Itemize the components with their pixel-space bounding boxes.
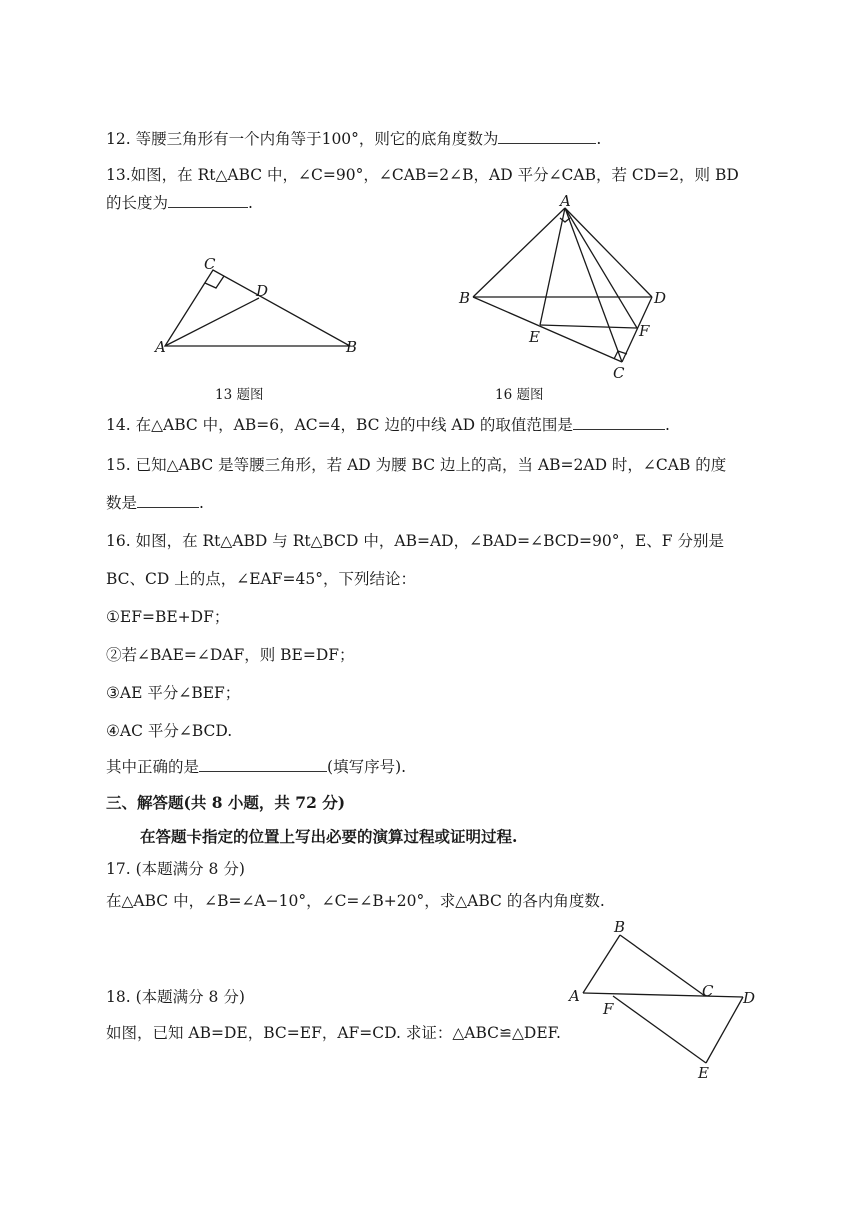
figure-18: [583, 935, 743, 1063]
question-15-line2: [106, 492, 204, 514]
fig13-segment-AD: [165, 298, 259, 346]
question-16-option-4: ④AC 平分∠BCD.: [106, 722, 233, 740]
fig18-label-B: B: [614, 918, 626, 936]
fig16-label-D: D: [654, 289, 667, 307]
fig16-segment-EF: [540, 325, 637, 328]
question-15-end: .: [199, 494, 204, 512]
section-3-title: 三、解答题(共 8 小题，共 72 分): [106, 793, 346, 812]
question-16-answer-suffix: (填写序号).: [327, 758, 407, 776]
fig18-segment-AD: [583, 993, 743, 997]
fig16-segment-AD: [565, 208, 652, 297]
fig18-label-F: F: [603, 1000, 614, 1018]
fig18-label-C: C: [702, 982, 714, 1000]
question-13-end: .: [248, 194, 253, 212]
fig18-segment-EF: [613, 996, 706, 1063]
fig18-label-D: D: [743, 989, 756, 1007]
answer-blank-15: [137, 493, 199, 508]
question-15-line2-text: 数是: [106, 494, 138, 512]
answer-blank-14: [573, 415, 665, 430]
question-18-header: 18. (本题满分 8 分): [106, 988, 245, 1006]
fig16-segment-BC: [473, 297, 622, 362]
fig13-label-D: D: [256, 282, 269, 300]
question-16-line2: BC、CD 上的点，∠EAF=45°，下列结论：: [106, 570, 416, 588]
question-16-option-3: ③AE 平分∠BEF；: [106, 684, 241, 702]
fig16-caption: 16 题图: [495, 387, 544, 403]
fig13-label-B: B: [346, 338, 358, 356]
question-16-option-2: ②若∠BAE=∠DAF，则 BE=DF；: [106, 646, 355, 664]
fig16-segment-AE: [540, 208, 565, 325]
answer-blank-16: [199, 757, 327, 772]
question-16-answer-prefix: 其中正确的是: [106, 758, 200, 776]
question-16-answer-line: [106, 756, 406, 778]
question-13-line1: 13.如图，在 Rt△ABC 中，∠C=90°，∠CAB=2∠B，AD 平分∠CAB，若 CD=2，则 BD: [106, 166, 739, 184]
figure-16: [473, 208, 652, 362]
fig16-label-F: F: [639, 322, 650, 340]
fig18-segment-DE: [706, 997, 743, 1063]
question-14-text: 14. 在△ABC 中，AB=6，AC=4，BC 边的中线 AD 的取值范围是: [106, 416, 573, 434]
question-14: [106, 414, 670, 436]
fig16-segment-AC: [565, 208, 622, 362]
fig16-label-A: A: [560, 192, 571, 210]
question-14-end: .: [664, 416, 670, 434]
fig13-label-C: C: [204, 255, 216, 273]
fig18-segment-BC: [620, 935, 705, 996]
question-16-option-1: ①EF=BE+DF；: [106, 608, 230, 626]
fig16-label-C: C: [613, 364, 625, 382]
question-17-header: 17. (本题满分 8 分): [106, 860, 245, 878]
question-13-line2-text: 的长度为: [106, 194, 169, 212]
fig16-label-E: E: [529, 328, 540, 346]
section-3-instruction: 在答题卡指定的位置上写出必要的演算过程或证明过程.: [140, 827, 518, 846]
question-17-text: 在△ABC 中，∠B=∠A−10°，∠C=∠B+20°，求△ABC 的各内角度数.: [106, 892, 605, 910]
question-15-line1: 15. 已知△ABC 是等腰三角形，若 AD 为腰 BC 边上的高，当 AB=2AD 时，∠CAB 的度: [106, 456, 727, 474]
question-18-text: 如图，已知 AB=DE，BC=EF，AF=CD. 求证：△ABC≌△DEF.: [106, 1024, 561, 1042]
fig18-label-E: E: [698, 1064, 709, 1082]
fig18-segment-AB: [583, 935, 620, 993]
question-12-end: .: [596, 130, 602, 148]
question-16-line1: 16. 如图，在 Rt△ABD 与 Rt△BCD 中，AB=AD，∠BAD=∠BCD=90°，E、F 分别是: [106, 532, 724, 550]
question-12-text: 12. 等腰三角形有一个内角等于100°，则它的底角度数为: [106, 130, 499, 148]
fig18-label-A: A: [569, 987, 580, 1005]
fig13-caption: 13 题图: [215, 387, 264, 403]
fig16-label-B: B: [459, 289, 471, 307]
fig16-segment-AB: [473, 208, 565, 297]
fig13-label-A: A: [155, 338, 166, 356]
fig16-segment-AF: [565, 208, 637, 328]
